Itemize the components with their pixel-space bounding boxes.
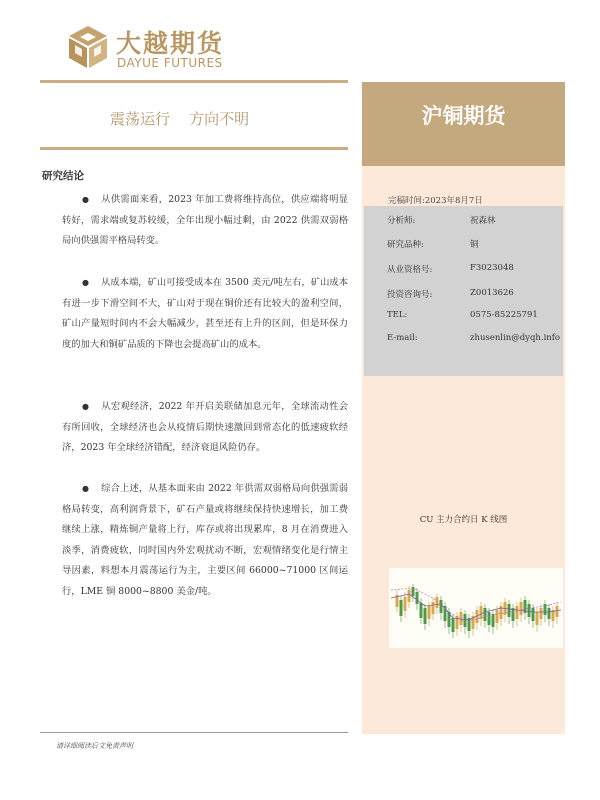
info-label: 投资咨询号: [387, 290, 433, 300]
info-row-tel [364, 310, 563, 328]
candlestick-group [396, 584, 559, 638]
info-value: F3023048 [470, 263, 514, 273]
info-label: TEL: [387, 310, 408, 320]
info-label: 从业资格号: [387, 265, 433, 275]
analyst-info-box [364, 206, 563, 376]
info-row-email [364, 333, 563, 351]
info-row-analyst [364, 214, 563, 232]
header-rule-top [40, 80, 348, 83]
paragraph-text: 综合上述，从基本面来由 2022 年供需双弱格局向供强需弱格局转变，高利润背景下，矿石产量或将继续保持快速增长，加工费继续上涨，精炼铜产量将上行，库存或将出现累库，8 月在消费进入淡季，消费疲软，同时国内外宏观扰动不断，宏观情绪变化是行情主导因素，料想本月震荡运行为主，主要区间 66000~71000 区间运行，LME 铜 8000~8800 美金/吨。 [62, 483, 348, 597]
report-subtitle: 震荡运行 方向不明 [110, 110, 250, 128]
kline-chart-caption: CU 主力合约日 K 线图 [419, 515, 508, 525]
info-label: 分析师: [387, 216, 416, 226]
paragraph-text: 从成本端，矿山可接受成本在 3500 美元/吨左右，矿山成本有进一步下滑空间不大，矿山对于现在铜价还有比较大的盈利空间，矿山产量短时间内不会大幅减少，甚至还有上升的区间，但是环保力度的加大和铜矿品质的下降也会提高矿山的成本。 [62, 277, 348, 350]
bullet-icon: ● [82, 195, 90, 204]
kline-chart-image [389, 568, 563, 648]
conclusion-paragraph [62, 190, 348, 252]
paragraph-text: 从宏观经济，2022 年开启美联储加息元年，全球流动性会有所回收，全球经济也会从疫情后期快速激回到常态化的低速疲软经济，2023 年全球经济错配，经济衰退风险仍存。 [62, 401, 348, 453]
info-value: Z0013626 [470, 288, 514, 298]
section-title: 研究结论 [42, 170, 84, 182]
kline-chart-graphic [389, 568, 563, 648]
company-name-en: DAYUE FUTURES [117, 56, 223, 70]
footer-rule [40, 732, 348, 733]
company-name-cn: 大越期货 [116, 29, 225, 58]
info-row-product [364, 238, 563, 256]
info-value: 祝森林 [470, 216, 496, 226]
conclusion-paragraph [62, 397, 348, 459]
info-label: 研究品种: [387, 240, 424, 250]
bullet-icon: ● [82, 278, 89, 287]
bullet-icon: ● [82, 402, 90, 411]
info-value: 铜 [470, 240, 479, 250]
gold-cube-logo-icon [66, 24, 110, 70]
header-rule-bottom [40, 147, 348, 150]
info-row-license [364, 263, 563, 281]
conclusion-paragraph [62, 479, 348, 602]
conclusion-paragraph [62, 273, 348, 355]
info-label: E-mail: [387, 333, 418, 343]
company-logo [66, 22, 236, 78]
info-value[interactable]: zhusenlin@dyqh.info [470, 333, 561, 343]
bullet-icon: ● [82, 484, 90, 493]
disclaimer-note: 请详细阅读后文免责声明 [56, 742, 133, 750]
info-value: 0575-85225791 [470, 310, 538, 320]
product-title: 沪铜期货 [421, 104, 506, 128]
paragraph-text: 从供需面来看，2023 年加工费将维持高位，供应端将明显转好，需求端或复苏较缓，全年出现小幅过剩，由 2022 供需双弱格局向供强需平格局转变。 [62, 194, 348, 246]
product-banner [362, 82, 565, 166]
issue-date: 完稿时间:2023年8月7日 [388, 196, 483, 206]
info-row-advisory [364, 288, 563, 306]
